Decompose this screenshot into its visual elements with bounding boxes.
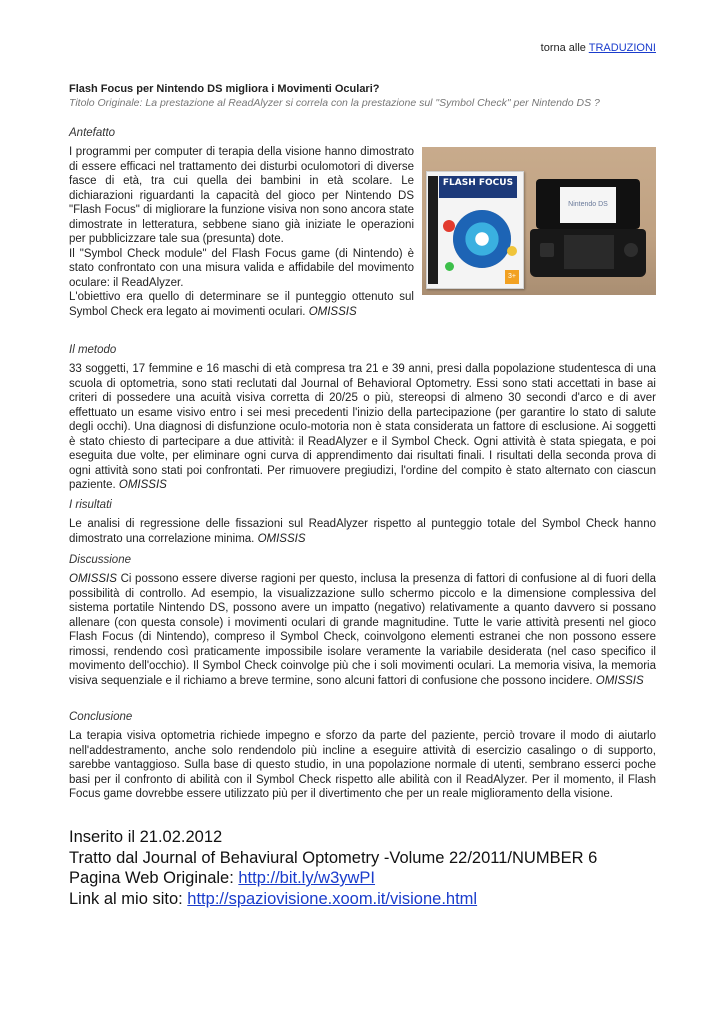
- discussione-paragraph: [69, 572, 656, 688]
- section-metodo: [69, 343, 656, 493]
- antefatto-paragraph-1: I programmi per computer di terapia della visione hanno dimostrato di essere efficaci nel trattamento dei disturbi oculomotori di diverse fasce di età, tra cui quella dei bambini in età scolare. Le dichiarazioni riguardanti la capacità del gioco per Nintendo DS "Flash Focus" di migliorare la funzione visiva non sono ancora state dimostrate in letteratura, sebbene siano già iniziate le operazioni per pubblicizzare tale sua (presunta) dote.: [69, 146, 414, 246]
- source-citation: Tratto dal Journal of Behaviural Optometry -Volume 22/2011/NUMBER 6: [69, 848, 598, 867]
- original-page-line: [69, 868, 689, 889]
- nintendo-ds-console-image: [530, 179, 648, 279]
- site-link-label: Link al mio sito:: [69, 889, 188, 908]
- metodo-paragraph: [69, 362, 656, 493]
- game-box-image: [426, 171, 524, 289]
- flash-focus-product-photo: [422, 147, 656, 295]
- section-antefatto: [69, 126, 656, 320]
- age-rating-badge: 3+: [505, 270, 519, 284]
- omissis-mark: OMISSIS: [308, 306, 357, 319]
- omissis-mark: OMISSIS: [69, 573, 117, 585]
- ds-top-screen: Nintendo DS: [560, 187, 616, 223]
- decor-dot: [443, 220, 455, 232]
- ds-logo-strip: [428, 176, 438, 284]
- section-conclusione: [69, 710, 656, 802]
- section-heading: Conclusione: [69, 711, 133, 723]
- insertion-date: Inserito il 21.02.2012: [69, 828, 223, 846]
- original-page-link[interactable]: http://bit.ly/w3ywPI: [238, 869, 376, 887]
- conclusione-paragraph: La terapia visiva optometria richiede impegno e sforzo da parte del paziente, perciò trovare il modo di aiutarlo nell'addestramento, anche solo rendendolo più incline a eseguire attività di esercizio casalingo o di supporto, sarebbe vantaggioso. Sulla base di questo studio, in una popolazione normale di utenti, sembrano esserci poche basi per il confronto di abilità con il Symbol Check rispetto alle abilità con il ReadAlyzer. Per il momento, il Flash Focus game dovrebbe essere utilizzato più per il divertimento che per un reale miglioramento della visione.: [69, 730, 656, 801]
- ds-buttons: [624, 243, 638, 257]
- decor-dot: [445, 262, 454, 271]
- section-heading: I risultati: [69, 499, 112, 511]
- section-heading: Antefatto: [69, 127, 116, 139]
- metodo-text: 33 soggetti, 17 femmine e 16 maschi di età compresa tra 21 e 39 anni, presi dalla popolazione studentesca di una scuola di optometria, sono stati reclutati dal Journal of Behavioral Optometry. Essi sono stati accettati in base ai criteri di possedere una acuità visiva corretta di 20/25 o più, stereopsi di almeno 30 secondi d'arco e di aver effettuato un esame visivo entro i sei mesi precedenti l'inizio della partecipazione (per garantire lo stato di salute degli occhi). Una diagnosi di disfunzione oculo-motoria non è stata considerata un fattore di esclusione. Ai soggetti è stato chiesto di partecipare a due attività: il ReadAlyzer e il Symbol Check. Ogni attività è stata spiegata, e poi eseguita due volte, per eliminare ogni curva di apprendimento dai risultati finali. I risultati della seconda prova di ogni attività sono stati poi confrontati. Per rimuovere pregiudizi, l'ordine del compito è stato alternato con ciascun paziente.: [69, 363, 656, 492]
- page-title: Flash Focus per Nintendo DS migliora i Movimenti Oculari?: [69, 83, 380, 95]
- ds-dpad: [540, 243, 554, 257]
- omissis-mark: OMISSIS: [595, 674, 644, 687]
- game-box-title: FLASH FOCUS: [439, 176, 517, 198]
- section-discussione: [69, 553, 656, 688]
- back-prefix: torna alle: [540, 42, 586, 54]
- section-heading: Discussione: [69, 554, 131, 566]
- discussione-text: Ci possono essere diverse ragioni per questo, inclusa la presenza di fattori di confusione al di fuori della possibilità di controllo. Ad esempio, la visualizzazione sullo schermo piccolo e la dimensione complessiva del sistema portatile Nintendo DS, possono avere un impatto (negativo) relativamente a quanto davvero si possano allenare (con questa console) i movimenti oculari di grande magnitudine. Tutte le varie attività presenti nel gioco Flash Focus (di Nintendo), compreso il Symbol Check, coinvolgono elementi estranei che non possono essere rimossi, rendendo così praticamente impossibile isolare veramente la variabile desiderata (nel caso specifico il movimento dell'occhio). Il Symbol Check coinvolge più che i soli movimenti oculari. La memoria visiva, la memoria visiva sequenziale e il richiamo a breve termine, sono alcuni fattori di confusione che possono incidere.: [69, 573, 656, 687]
- antefatto-paragraph-2: Il "Symbol Check module" del Flash Focus game (di Nintendo) è stato confrontato con una misura valida e affidabile del movimento oculare: il ReadAlyzer.: [69, 247, 414, 289]
- title-block: [69, 82, 656, 110]
- eye-graphic: [453, 210, 511, 268]
- antefatto-text: L'obiettivo era quello di determinare se il punteggio ottenuto sul Symbol Check era legato ai movimenti oculari.: [69, 291, 414, 319]
- original-page-label: Pagina Web Originale:: [69, 869, 239, 887]
- top-navigation: [69, 42, 656, 54]
- section-risultati: [69, 498, 656, 546]
- ds-touch-screen: [564, 235, 614, 269]
- omissis-mark: OMISSIS: [257, 532, 306, 545]
- page-subtitle: Titolo Originale: La prestazione al ReadAlyzer si correla con la prestazione sul "Symbol Check" per Nintendo DS ?: [69, 97, 600, 109]
- risultati-text: Le analisi di regressione delle fissazioni sul ReadAlyzer rispetto al punteggio totale del Symbol Check hanno dimostrato una correlazione minima.: [69, 518, 656, 545]
- footer-info: [69, 827, 689, 909]
- site-link-line: [69, 889, 689, 910]
- traduzioni-link[interactable]: TRADUZIONI: [588, 42, 656, 54]
- decor-dot: [507, 246, 517, 256]
- risultati-paragraph: [69, 517, 656, 546]
- site-link[interactable]: http://spaziovisione.xoom.it/visione.html: [187, 889, 478, 908]
- section-heading: Il metodo: [69, 344, 117, 356]
- omissis-mark: OMISSIS: [118, 479, 167, 492]
